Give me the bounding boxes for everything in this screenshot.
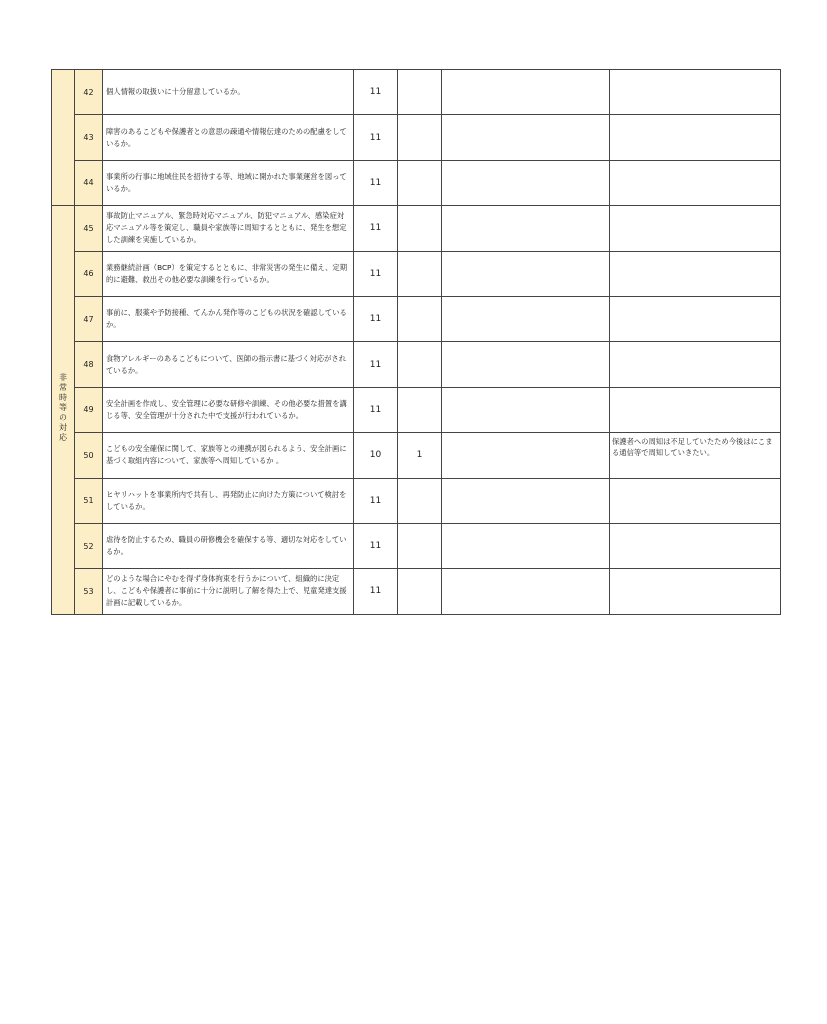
unknown-count [442,342,610,387]
item-number: 46 [75,251,103,296]
yes-count: 11 [354,296,398,341]
no-count [398,569,442,614]
table-row [52,569,781,614]
no-count [398,251,442,296]
table-row [52,115,781,160]
unknown-count [442,523,610,568]
table-row [52,70,781,115]
comment-cell [610,296,781,341]
item-number: 42 [75,70,103,115]
no-count [398,160,442,205]
item-number: 44 [75,160,103,205]
yes-count: 11 [354,70,398,115]
yes-count: 10 [354,433,398,478]
yes-count: 11 [354,569,398,614]
yes-count: 11 [354,251,398,296]
no-count [398,387,442,432]
question-text: 虐待を防止するため、職員の研修機会を確保する等、適切な対応をしているか。 [103,523,354,568]
evaluation-table [51,69,781,615]
unknown-count [442,569,610,614]
unknown-count [442,70,610,115]
comment-cell [610,478,781,523]
table-row [52,433,781,478]
category-cell-emergency [52,206,75,615]
table-row [52,342,781,387]
item-number: 47 [75,296,103,341]
table-row [52,478,781,523]
question-text: 障害のあるこどもや保護者との意思の疎通や情報伝達のための配慮をしているか。 [103,115,354,160]
unknown-count [442,387,610,432]
question-text: 事業所の行事に地域住民を招待する等、地域に開かれた事業運営を図っているか。 [103,160,354,205]
question-text: ヒヤリハットを事業所内で共有し、再発防止に向けた方策について検討をしているか。 [103,478,354,523]
item-number: 49 [75,387,103,432]
question-text: こどもの安全確保に関して、家族等との連携が図られるよう、安全計画に基づく取組内容について、家族等へ周知しているか 。 [103,433,354,478]
yes-count: 11 [354,115,398,160]
unknown-count [442,251,610,296]
unknown-count [442,206,610,251]
question-text: 安全計画を作成し、安全管理に必要な研修や訓練、その他必要な措置を講じる等、安全管理が十分された中で支援が行われているか。 [103,387,354,432]
comment-cell: 保護者への周知は不足していたため今後はにこまる通信等で周知していきたい。 [610,433,781,478]
table-row [52,387,781,432]
table-row [52,160,781,205]
comment-cell [610,206,781,251]
item-number: 48 [75,342,103,387]
unknown-count [442,115,610,160]
comment-cell [610,251,781,296]
question-text: 食物アレルギーのあるこどもについて、医師の指示書に基づく対応がされているか。 [103,342,354,387]
table-row [52,296,781,341]
comment-cell [610,115,781,160]
no-count [398,478,442,523]
question-text: 事前に、服薬や予防接種、てんかん発作等のこどもの状況を確認しているか。 [103,296,354,341]
category-label: 非常時等の対応 [58,372,68,443]
item-number: 43 [75,115,103,160]
no-count [398,342,442,387]
comment-cell [610,523,781,568]
yes-count: 11 [354,523,398,568]
table-row [52,523,781,568]
no-count [398,206,442,251]
comment-cell [610,70,781,115]
comment-cell [610,569,781,614]
category-cell-blank [52,70,75,206]
comment-cell [610,342,781,387]
yes-count: 11 [354,160,398,205]
yes-count: 11 [354,342,398,387]
comment-cell [610,387,781,432]
comment-cell [610,160,781,205]
yes-count: 11 [354,206,398,251]
item-number: 53 [75,569,103,614]
unknown-count [442,478,610,523]
item-number: 51 [75,478,103,523]
yes-count: 11 [354,387,398,432]
item-number: 45 [75,206,103,251]
table-row [52,206,781,251]
table-row [52,251,781,296]
no-count [398,523,442,568]
no-count [398,296,442,341]
no-count [398,70,442,115]
yes-count: 11 [354,478,398,523]
question-text: 個人情報の取扱いに十分留意しているか。 [103,70,354,115]
no-count [398,115,442,160]
unknown-count [442,433,610,478]
item-number: 50 [75,433,103,478]
question-text: どのような場合にやむを得ず身体拘束を行うかについて、組織的に決定し、こどもや保護者に事前に十分に説明し了解を得た上で、児童発達支援計画に記載しているか。 [103,569,354,614]
question-text: 事故防止マニュアル、緊急時対応マニュアル、防犯マニュアル、感染症対応マニュアル等を策定し、職員や家族等に周知するとともに、発生を想定した訓練を実施しているか。 [103,206,354,251]
question-text: 業務継続計画（BCP）を策定するとともに、非常災害の発生に備え、定期的に避難、救出その他必要な訓練を行っているか。 [103,251,354,296]
unknown-count [442,296,610,341]
item-number: 52 [75,523,103,568]
no-count: 1 [398,433,442,478]
unknown-count [442,160,610,205]
